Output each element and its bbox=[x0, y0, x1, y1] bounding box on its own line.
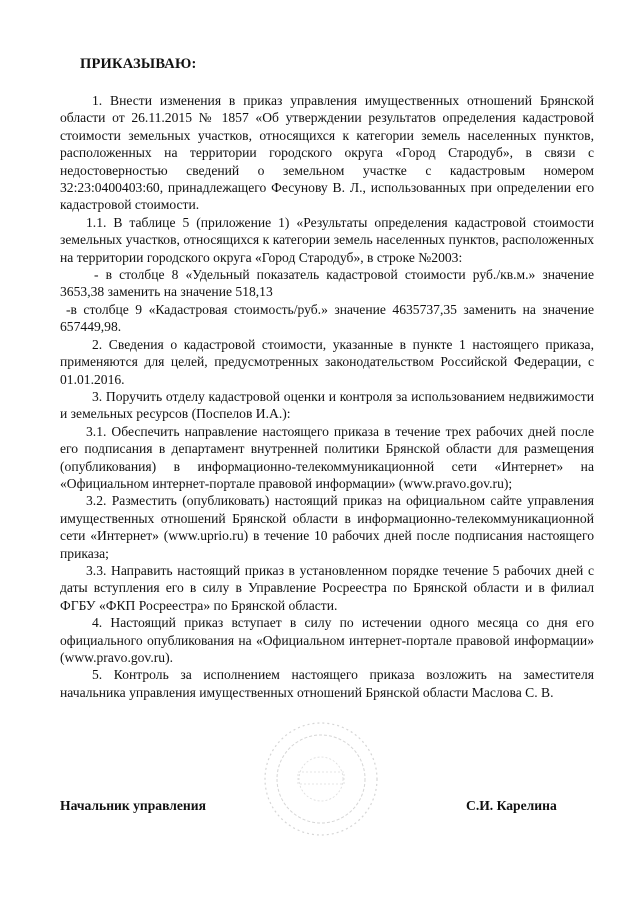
paragraph-3-1: 3.1. Обеспечить направление настоящего приказа в течение трех рабочих дней после его подписания в департамент внутренней политики Брянской области для размещения (опубликования) в информационно-телекоммуникационной сети «Интернет» на «Официальном интернет-портале правовой информации» (www.pravo.gov.ru); bbox=[60, 423, 594, 491]
paragraph-5: 5. Контроль за исполнением настоящего приказа возложить на заместителя начальника управления имущественных отношений Брянской области Маслова С. В. bbox=[60, 667, 594, 700]
paragraph-column-9: -в столбце 9 «Кадастровая стоимость/руб.» значение 4635737,35 заменить на значение 657449,98. bbox=[60, 301, 594, 335]
paragraph-4: 4. Настоящий приказ вступает в силу по истечении одного месяца со дня его официального опубликования на «Официальном интернет-портале правовой информации» (www.pravo.gov.ru). bbox=[60, 615, 594, 665]
paragraph-3-2: 3.2. Разместить (опубликовать) настоящий приказ на официальном сайте управления имущественных отношений Брянской области в информационно-телекоммуникационной сети «Интернет» (www.uprio.ru) в течение 10 рабочих дней после подписания настоящего приказа; bbox=[60, 493, 594, 561]
paragraph-1: 1. Внести изменения в приказ управления имущественных отношений Брянской области от 26.11.2015 № 1857 «Об утверждении результатов определения кадастровой стоимости земельных участков, относящихся к категории земель населенных пунктов, расположенных на территории городского округа «Город Стародуб», в связи с недостоверностью сведений о земельном участке с кадастровым номером 32:23:0400403:60, принадлежащего Фесунову В. Л., использованных при определении его кадастровой стоимости. bbox=[60, 93, 594, 213]
paragraph-column-8: - в столбце 8 «Удельный показатель кадастровой стоимости руб./кв.м.» значение 3653,38 заменить на значение 518,13 bbox=[60, 267, 594, 300]
signatory-title: Начальник управления bbox=[60, 798, 206, 813]
official-stamp-icon bbox=[262, 720, 380, 838]
signatory-name: С.И. Карелина bbox=[466, 798, 557, 813]
paragraph-3-3: 3.3. Направить настоящий приказ в установленном порядке течение 5 рабочих дней с даты вступления его в силу в Управление Росреестра по Брянской области и в филиал ФГБУ «ФКП Росреестра» по Брянской области. bbox=[60, 562, 594, 613]
order-heading: ПРИКАЗЫВАЮ: bbox=[80, 56, 197, 72]
paragraph-2: 2. Сведения о кадастровой стоимости, указанные в пункте 1 настоящего приказа, применяются для целей, предусмотренных законодательством Российской Федерации, с 01.01.2016. bbox=[60, 336, 594, 387]
paragraph-3: 3. Поручить отделу кадастровой оценки и контроля за использованием недвижимости и земельных ресурсов (Поспелов И.А.): bbox=[60, 388, 594, 422]
paragraph-1-1: 1.1. В таблице 5 (приложение 1) «Результаты определения кадастровой стоимости земельных участков, относящихся к категории земель населенных пунктов, расположенных на территории городского округа «Город Стародуб», в строке №2003: bbox=[60, 214, 594, 265]
document-body bbox=[60, 92, 594, 701]
